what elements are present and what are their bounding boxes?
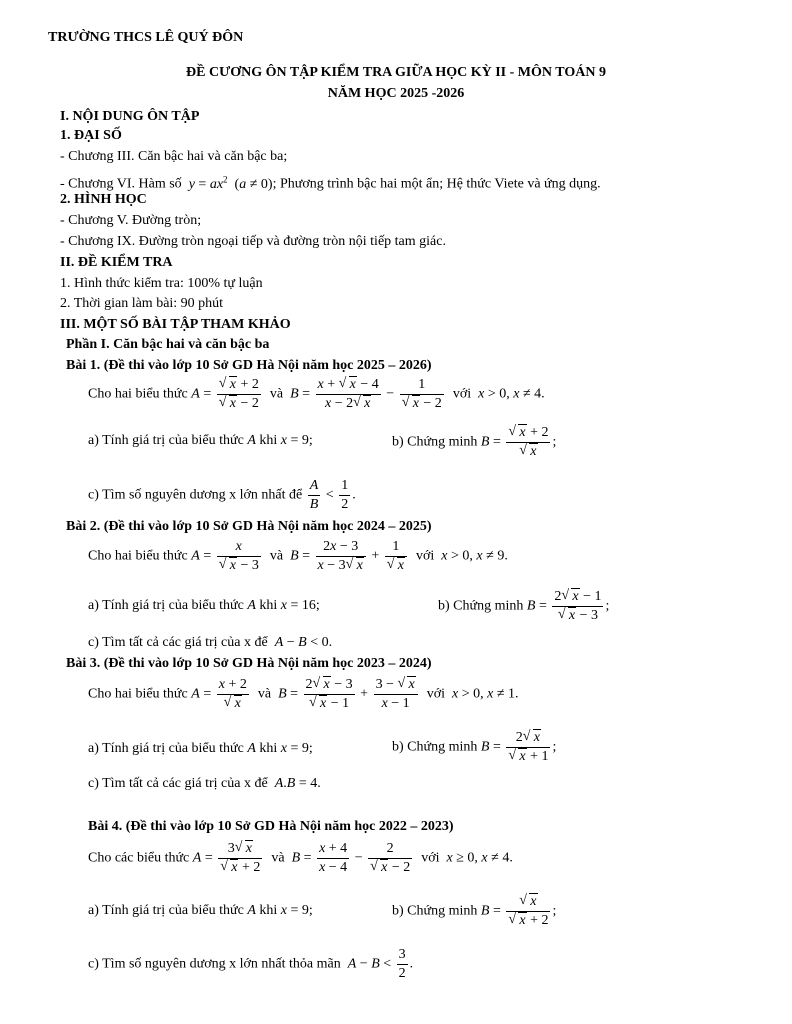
sub-geometry: 2. HÌNH HỌC: [60, 192, 147, 207]
exercise-2-title: Bài 2. (Đề thi vào lớp 10 Sở GD Hà Nội năm học 2024 – 2025): [66, 519, 432, 534]
exercise-1-b: b) Chứng minh B = √ x + 2 √ x ;: [392, 424, 556, 461]
exercise-4-b: b) Chứng minh B = √ x √ x + 2 ;: [392, 893, 556, 930]
school-year: NĂM HỌC 2025 -2026: [327, 86, 465, 101]
exercise-1-a: a) Tính giá trị của biểu thức A khi x = 9;: [88, 433, 313, 448]
test-time: 2. Thời gian làm bài: 90 phút: [60, 296, 224, 311]
sub-algebra: 1. ĐẠI SỐ: [60, 128, 122, 143]
chapter-9: - Chương IX. Đường tròn ngoại tiếp và đường tròn nội tiếp tam giác.: [60, 234, 446, 249]
exercise-1-c: c) Tìm số nguyên dương x lớn nhất để $\frac{A}{B}$ < $\frac{1}{2}$ .: [88, 478, 356, 512]
exercise-1-given: Cho hai biểu thức A = √ x + 2 √ x − 2 và B = $\frac{x + √ x - 4}{x - 2√ x}$ − 1 √ x − 2 với x > 0, x ≠ 4.: [88, 376, 545, 413]
exercise-3-title: Bài 3. (Đề thi vào lớp 10 Sở GD Hà Nội năm học 2023 – 2024): [66, 656, 432, 671]
exercise-2-a: a) Tính giá trị của biểu thức A khi x = 16;: [88, 598, 320, 613]
chapter-5: - Chương V. Đường tròn;: [60, 213, 202, 228]
exercise-4-given: Cho các biểu thức A = 3√ x √ x + 2 và B = $\frac{x + 4}{x - 4}$ − 2 √ x − 2 với x ≥ 0, x ≠ 4.: [88, 840, 513, 877]
chapter-6-post: ; Phương trình bậc hai một ẩn; Hệ thức Viete và ứng dụng.: [272, 176, 601, 192]
exercise-4-a: a) Tính giá trị của biểu thức A khi x = 9;: [88, 903, 313, 918]
section-test: II. ĐỀ KIỂM TRA: [60, 255, 173, 270]
exercise-2-given: Cho hai biểu thức A = x √ x − 3 và B = $\frac{2x - 3}{x - 3√ x}$ + 1 √ x với x > 0, x ≠ 9.: [88, 538, 508, 575]
school-name: TRƯỜNG THCS LÊ QUÝ ĐÔN: [48, 30, 244, 45]
section-exercises: III. MỘT SỐ BÀI TẬP THAM KHẢO: [60, 317, 291, 332]
chapter-3: - Chương III. Căn bậc hai và căn bậc ba;: [60, 149, 288, 164]
exercise-2-b: b) Chứng minh B = 2√ x − 1 √ x − 3 ;: [438, 588, 609, 625]
exercise-3-a: a) Tính giá trị của biểu thức A khi x = 9;: [88, 741, 313, 756]
exercise-2-c: c) Tìm tất cả các giá trị của x để A − B < 0.: [88, 635, 333, 650]
exercise-4-title: Bài 4. (Đề thi vào lớp 10 Sở GD Hà Nội năm học 2022 – 2023): [88, 819, 454, 834]
section-content: I. NỘI DUNG ÔN TẬP: [60, 109, 200, 124]
test-form: 1. Hình thức kiểm tra: 100% tự luận: [60, 276, 263, 291]
exercise-3-given: Cho hai biểu thức A = x + 2 √ x và B = 2√ x − 3 √ x − 1 + $\frac{3 - √ x}{x - 1}$ với x > 0, x ≠ 1.: [88, 676, 519, 713]
doc-title: ĐỀ CƯƠNG ÔN TẬP KIỂM TRA GIỮA HỌC KỲ II - MÔN TOÁN 9: [186, 65, 606, 80]
exercise-1-title: Bài 1. (Đề thi vào lớp 10 Sở GD Hà Nội năm học 2025 – 2026): [66, 358, 432, 373]
chapter-6-pre: - Chương VI. Hàm số: [60, 176, 182, 192]
chapter-6-formula: $y = ax^2$ (a ≠ 0): [188, 174, 273, 192]
exercise-4-c: c) Tìm số nguyên dương x lớn nhất thỏa mãn A − B < $\frac{3}{2}$ .: [88, 947, 414, 981]
exercise-3-b: b) Chứng minh B = 2√ x √ x + 1 ;: [392, 729, 556, 766]
exercise-3-c: c) Tìm tất cả các giá trị của x để A.B = 4.: [88, 776, 321, 791]
part-1-title: Phần I. Căn bậc hai và căn bậc ba: [66, 337, 270, 352]
